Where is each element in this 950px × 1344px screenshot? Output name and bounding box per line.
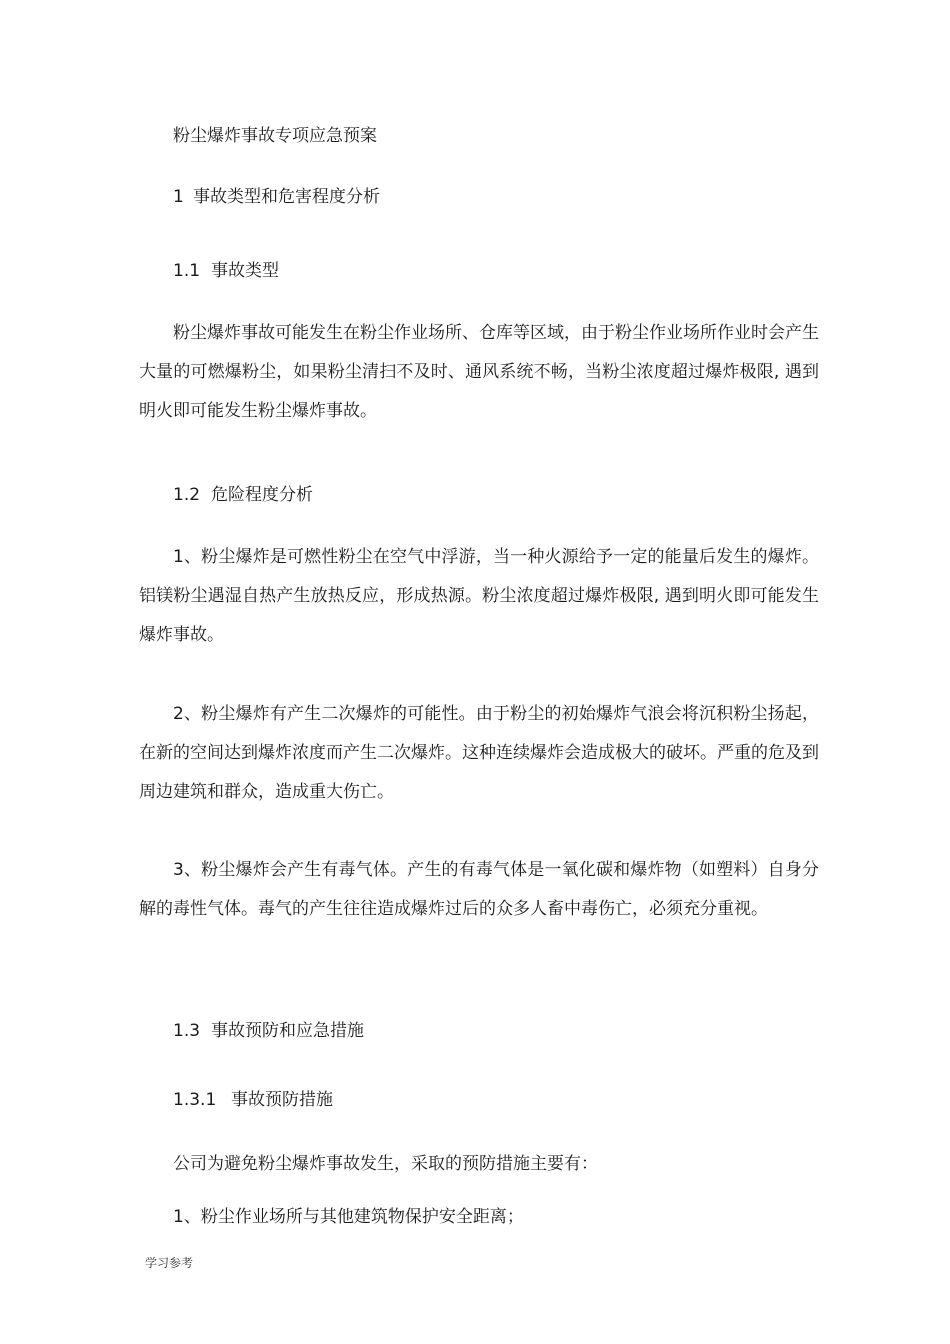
section-title: 事故预防和应急措施 xyxy=(211,1021,364,1041)
section-number: 1.3.1 xyxy=(173,1090,217,1110)
paragraph-hazard-3: 3、粉尘爆炸会产生有毒气体。产生的有毒气体是一氧化碳和爆炸物（如塑料）自身分解的毒性气体。毒气的产生往往造成爆炸过后的众多人畜中毒伤亡，必须充分重视。 xyxy=(139,860,819,919)
paragraph-hazard-2: 2、粉尘爆炸有产生二次爆炸的可能性。由于粉尘的初始爆炸气浪会将沉积粉尘扬起，在新的空间达到爆炸浓度而产生二次爆炸。这种连续爆炸会造成极大的破坏。严重的危及到周边建筑和群众，造成重大伤亡。 xyxy=(139,704,819,802)
paragraph-prevention-item-1: 1、粉尘作业场所与其他建筑物保护安全距离； xyxy=(173,1207,524,1227)
section-heading-1-2 xyxy=(173,484,313,506)
section-heading-1 xyxy=(173,186,380,208)
section-number: 1.2 xyxy=(173,485,201,505)
section-title: 事故类型 xyxy=(211,261,279,281)
footer-note: 学习参考 xyxy=(145,1256,194,1270)
section-title: 事故预防措施 xyxy=(231,1090,333,1110)
paragraph-hazard-1: 1、粉尘爆炸是可燃性粉尘在空气中浮游，当一种火源给予一定的能量后发生的爆炸。铝镁粉尘遇湿自热产生放热反应，形成热源。粉尘浓度超过爆炸极限, 遇到明火即可能发生爆炸事故。 xyxy=(139,547,819,645)
section-heading-1-3-1 xyxy=(173,1089,333,1111)
section-title: 事故类型和危害程度分析 xyxy=(193,187,380,207)
document-title: 粉尘爆炸事故专项应急预案 xyxy=(173,126,377,146)
section-heading-1-3 xyxy=(173,1020,364,1042)
section-number: 1 xyxy=(173,187,184,207)
paragraph-accident-type: 粉尘爆炸事故可能发生在粉尘作业场所、仓库等区域，由于粉尘作业场所作业时会产生大量的可燃爆粉尘，如果粉尘清扫不及时、通风系统不畅，当粉尘浓度超过爆炸极限, 遇到明火即可能发生粉尘爆炸事故。 xyxy=(139,323,819,421)
section-heading-1-1 xyxy=(173,260,279,282)
paragraph-prevention-intro: 公司为避免粉尘爆炸事故发生，采取的预防措施主要有： xyxy=(173,1154,598,1174)
section-number: 1.1 xyxy=(173,261,201,281)
section-number: 1.3 xyxy=(173,1021,201,1041)
section-title: 危险程度分析 xyxy=(211,485,313,505)
